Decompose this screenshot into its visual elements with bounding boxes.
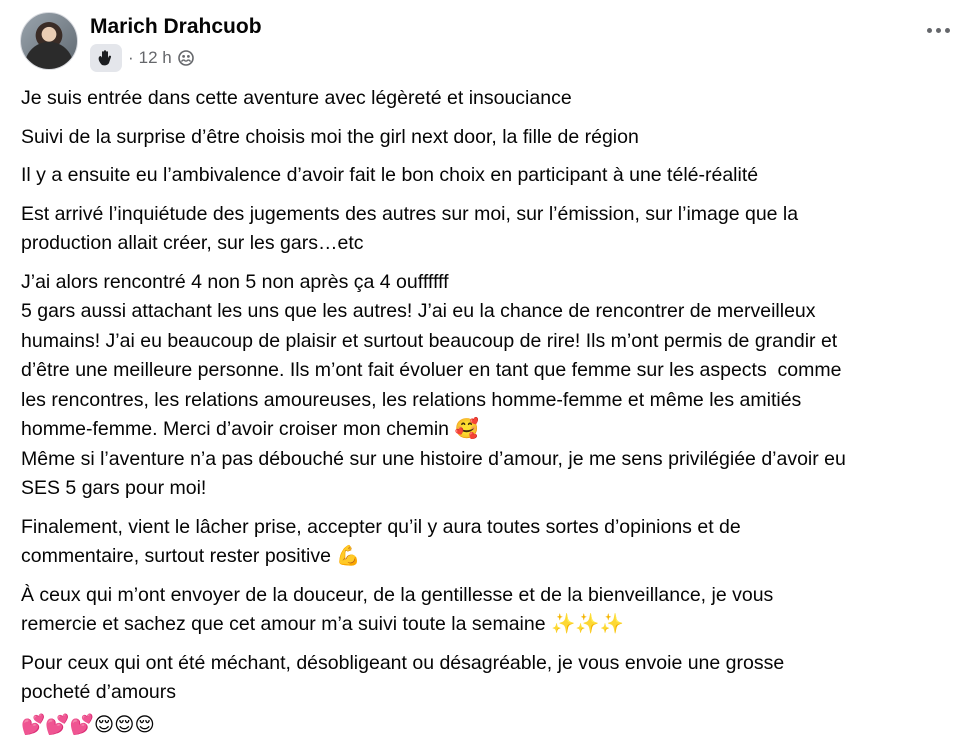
post-subline — [90, 44, 262, 72]
post-paragraph-8: Pour ceux qui ont été méchant, désobligeant ou désagréable, je vous envoie une grosse pocheté d’amours — [21, 651, 785, 703]
hand-wave-icon[interactable] — [90, 44, 122, 72]
post-meta — [90, 12, 262, 72]
post-body — [21, 84, 966, 748]
avatar[interactable] — [20, 12, 78, 70]
post-paragraph-7: À ceux qui m’ont envoyer de la douceur, de la gentillesse et de la bienveillance, je vous remercie et sachez que cet amour m’a suivi toute la semaine ✨✨✨ — [21, 583, 774, 635]
post-paragraph-2: Suivi de la surprise d’être choisis moi the girl next door, la fille de région — [21, 125, 639, 148]
post-paragraph-1: Je suis entrée dans cette aventure avec légèreté et insouciance — [21, 87, 572, 109]
post-paragraph-4: Est arrivé l’inquiétude des jugements des autres sur moi, sur l’émission, sur l’image que la production allait créer, sur les gars…etc — [21, 202, 799, 254]
friends-icon — [178, 50, 194, 66]
post-paragraph-3: Il y a ensuite eu l’ambivalence d’avoir fait le bon choix en participant à une télé-réalité — [21, 164, 759, 186]
more-dots-icon[interactable] — [927, 28, 950, 33]
emoji-line: 💕💕💕😌😌😌 — [21, 712, 155, 736]
post-header — [20, 12, 262, 72]
post-paragraph-6: Finalement, vient le lâcher prise, accepter qu’il y aura toutes sortes d’opinions et de commentaire, surtout rester positive 💪 — [21, 515, 741, 567]
author-name[interactable]: Marich Drahcuob — [90, 15, 262, 38]
post-time[interactable]: 12 h — [138, 48, 172, 67]
post-paragraph-5: J’ai alors rencontré 4 non 5 non après ça 4 ouffffff 5 gars aussi attachant les uns que les autres! J’ai eu la chance de rencontrer de merveilleux humains! J’ai eu beaucoup de plaisir et surtout beaucoup de rire! Ils m’ont permis de grandir et d’être une meilleure personne. Ils m’ont fait évoluer en tant que femme sur les aspects comme les rencontres, les relations amoureuses, les relations homme-femme et même les amitiés homme-femme. Merci d’avoir croiser mon chemin 🥰 Même si l’aventure n’a pas débouché sur une histoire d’amour, je me sens privilégiée d’avoir eu SES 5 gars pour moi! — [21, 270, 846, 499]
separator-dot: · — [128, 48, 134, 67]
